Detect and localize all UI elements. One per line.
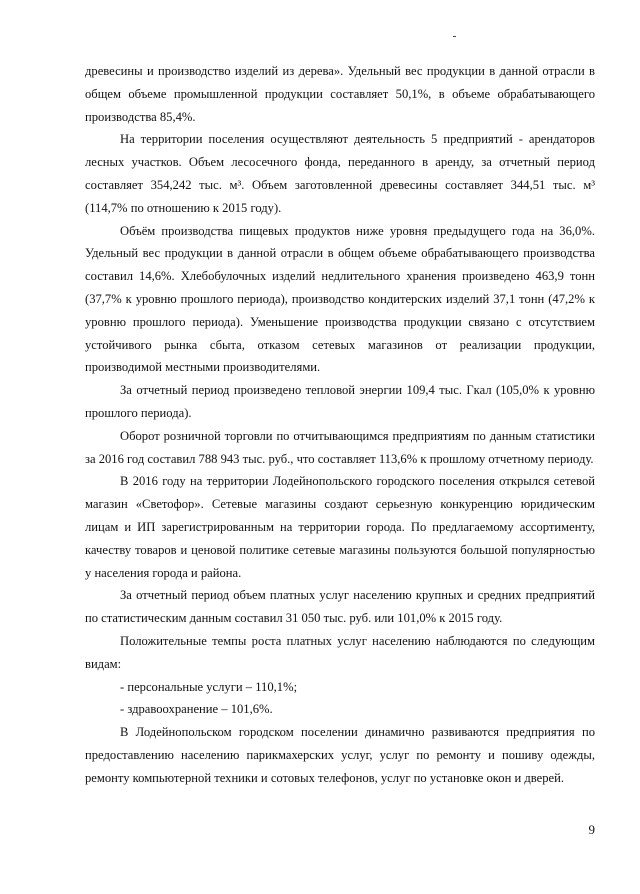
paragraph-growth-intro: Положительные темпы роста платных услуг населению наблюдаются по следующим видам:	[85, 633, 595, 671]
paragraph-continuation: древесины и производство изделий из дерева». Удельный вес продукции в данной отрасли в общем объеме промышленной продукции составляет 50,1%, в объеме обрабатывающего производства 85,4%.	[85, 64, 595, 124]
scan-mark	[453, 36, 456, 37]
list-item: - персональные услуги – 110,1%;	[120, 679, 298, 694]
paragraph-forestry: На территории поселения осуществляют деятельность 5 предприятий - арендаторов лесных участков. Объем лесосечного фонда, переданного в аренду, за отчетный период составляет 354,242 тыс. м³. Объем заготовленной древесины составляет 344,51 тыс. м³ (114,7% по отношению к 2015 году).	[85, 132, 595, 215]
document-body	[85, 60, 595, 790]
page-number: 9	[588, 822, 595, 837]
paragraph-food-production: Объём производства пищевых продуктов ниже уровня предыдущего года на 36,0%. Удельный вес продукции в данной отрасли в общем объеме обрабатывающего производства составил 14,6%. Хлебобулочных изделий недлительного хранения произведено 463,9 тонн (37,7% к уровню прошлого периода), производство кондитерских изделий 37,1 тонн (47,2% к уровню прошлого периода). Уменьшение производства продукции связано с отсутствием устойчивого рынка сбыта, отказом сетевых магазинов от реализации продукции, производимой местными производителями.	[85, 223, 595, 375]
paragraph-retail-turnover: Оборот розничной торговли по отчитывающимся предприятиям по данным статистики за 2016 год составил 788 943 тыс. руб., что составляет 113,6% к прошлому отчетному периоду.	[85, 428, 595, 466]
paragraph-heat-energy: За отчетный период произведено тепловой энергии 109,4 тыс. Гкал (105,0% к уровню прошлого периода).	[85, 383, 595, 420]
list-item: - здравоохранение – 101,6%.	[120, 702, 273, 717]
paragraph-local-services: В Лодейнопольском городском поселении динамично развиваются предприятия по предоставлению населению парикмахерских услуг, услуг по ремонту и пошиву одежды, ремонту компьютерной техники и сотовых телефонов, услуг по установке окон и дверей.	[85, 725, 595, 785]
paragraph-retail-chain: В 2016 году на территории Лодейнопольского городского поселения открылся сетевой магазин «Светофор». Сетевые магазины создают серьезную конкуренцию юридическим лицам и ИП зарегистрированным на территории города. По предлагаемому ассортименту, качеству товаров и ценовой политике сетевые магазины пользуются большой популярностью у населения города и района.	[85, 474, 595, 580]
paragraph-paid-services: За отчетный период объем платных услуг населению крупных и средних предприятий по статистическим данным составил 31 050 тыс. руб. или 101,0% к 2015 году.	[85, 588, 595, 626]
